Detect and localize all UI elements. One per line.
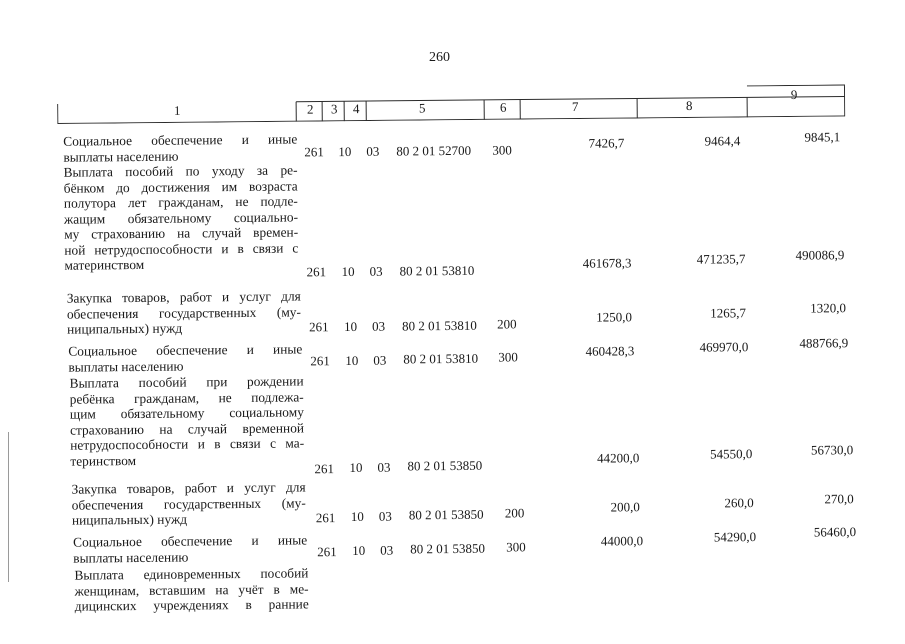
row-7-col-9: 56460,0 — [776, 524, 856, 541]
row-8-description — [74, 565, 308, 614]
row-1-line-2: выплаты населению — [63, 147, 297, 165]
row-2-col-2: 261 — [306, 264, 326, 280]
row-3-col-4: 03 — [372, 319, 385, 335]
row-5-col-5: 80 2 01 53850 — [407, 458, 482, 475]
row-6-col-8: 260,0 — [674, 495, 754, 512]
row-1-col-4: 03 — [366, 144, 379, 160]
row-3-col-3: 10 — [344, 319, 357, 335]
row-3-col-2: 261 — [309, 319, 329, 335]
row-2-col-5: 80 2 01 53810 — [399, 263, 474, 280]
header-col-3: 3 — [325, 101, 343, 117]
row-3-line-1: Закупка товаров, работ и услуг для — [67, 288, 301, 306]
row-5-col-9: 56730,0 — [773, 442, 853, 459]
row-3-col-8: 1265,7 — [666, 305, 746, 322]
row-6-line-2: обеспечения государственных (му- — [72, 495, 306, 513]
row-8-line-3: дицинских учреждениях в ранние — [75, 596, 309, 614]
row-3-line-3: ниципальных) нужд — [67, 319, 301, 337]
row-7-description — [73, 532, 307, 565]
row-2-line-3: полутора лет гражданам, не подле- — [64, 193, 298, 211]
row-5-line-3: щим обязательному социальному — [70, 404, 304, 422]
row-1-description — [63, 131, 297, 164]
row-4-col-2: 261 — [310, 353, 330, 369]
row-5-col-8: 54550,0 — [672, 446, 752, 463]
row-7-line-2: выплаты населению — [73, 548, 307, 566]
row-1-col-2: 261 — [304, 144, 324, 160]
row-7-col-5: 80 2 01 53850 — [410, 541, 485, 558]
row-8-line-1: Выплата единовременных пособий — [74, 565, 308, 583]
row-5-line-2: ребёнка гражданам, не подлежа- — [70, 389, 304, 407]
row-5-col-3: 10 — [349, 460, 362, 476]
row-4-col-9: 488766,9 — [768, 335, 848, 352]
row-4-col-6: 300 — [498, 349, 518, 365]
row-5-description — [70, 373, 305, 468]
row-6-col-9: 270,0 — [774, 491, 854, 508]
row-6-line-3: ниципальных) нужд — [72, 510, 306, 528]
row-6-col-3: 10 — [351, 509, 364, 525]
row-3-col-5: 80 2 01 53810 — [402, 318, 477, 335]
row-6-col-7: 200,0 — [560, 499, 640, 516]
header-col-7: 7 — [565, 99, 585, 115]
row-3-col-7: 1250,0 — [552, 309, 632, 326]
row-4-col-8: 469970,0 — [668, 339, 748, 356]
row-1-col-5: 80 2 01 52700 — [396, 143, 471, 160]
row-2-line-6: ной нетрудоспособности и в связи с — [64, 240, 298, 258]
row-6-description — [72, 479, 306, 528]
row-1-col-6: 300 — [492, 142, 512, 158]
row-3-col-6: 200 — [497, 316, 517, 332]
row-7-col-8: 54290,0 — [676, 529, 756, 546]
row-2-col-7: 461678,3 — [551, 255, 631, 272]
row-3-line-2: обеспечения государственных (му- — [67, 304, 301, 322]
row-7-col-4: 03 — [380, 543, 393, 559]
row-2-line-7: материнством — [64, 255, 298, 273]
row-7-col-3: 10 — [352, 543, 365, 559]
header-col-6: 6 — [493, 100, 513, 116]
row-5-line-5: нетрудоспособности и в связи с ма- — [70, 435, 304, 453]
row-5-line-6: теринством — [70, 451, 304, 469]
row-1-col-3: 10 — [338, 144, 351, 160]
row-2-line-5: му страхованию на случай времен- — [64, 224, 298, 242]
row-7-col-6: 300 — [506, 539, 526, 555]
row-1-col-8: 9464,4 — [660, 133, 740, 150]
row-1-col-9: 9845,1 — [760, 129, 840, 146]
row-4-col-4: 03 — [373, 353, 386, 369]
row-6-col-5: 80 2 01 53850 — [409, 507, 484, 524]
row-1-col-7: 7426,7 — [544, 135, 624, 152]
row-2-col-4: 03 — [369, 264, 382, 280]
row-7-col-7: 44000,0 — [563, 533, 643, 550]
row-4-col-3: 10 — [345, 353, 358, 369]
row-6-col-6: 200 — [505, 505, 525, 521]
row-7-col-2: 261 — [317, 544, 337, 560]
row-2-line-2: бёнком до достижения им возраста — [64, 178, 298, 196]
row-8-line-2: женщинам, вставшим на учёт в ме- — [75, 581, 309, 599]
row-4-col-5: 80 2 01 53810 — [403, 351, 478, 368]
page-number: 260 — [429, 50, 450, 66]
row-5-line-1: Выплата пособий при рождении — [70, 373, 304, 391]
row-2-col-8: 471235,7 — [665, 251, 745, 268]
row-5-col-2: 261 — [314, 461, 334, 477]
header-col-2: 2 — [301, 101, 319, 117]
row-4-line-2: выплаты населению — [68, 357, 302, 375]
row-3-description — [67, 288, 301, 337]
row-2-col-9: 490086,9 — [764, 247, 844, 264]
row-4-col-7: 460428,3 — [554, 343, 634, 360]
row-6-col-4: 03 — [379, 509, 392, 525]
header-col-9: 9 — [784, 87, 804, 103]
row-5-col-4: 03 — [377, 460, 390, 476]
header-col-1: 1 — [162, 103, 192, 119]
row-4-line-1: Социальное обеспечение и иные — [68, 341, 302, 359]
header-col-8: 8 — [679, 98, 699, 114]
row-2-description — [63, 162, 298, 273]
row-1-line-1: Социальное обеспечение и иные — [63, 131, 297, 149]
row-5-col-7: 44200,0 — [559, 450, 639, 467]
row-5-line-4: страхованию на случай временной — [70, 420, 304, 438]
row-4-description — [68, 341, 302, 374]
row-2-line-4: жащим обязательному социально- — [64, 209, 298, 227]
header-col-4: 4 — [347, 101, 365, 117]
row-3-col-9: 1320,0 — [766, 300, 846, 317]
row-2-line-1: Выплата пособий по уходу за ре- — [63, 162, 297, 180]
row-6-line-1: Закупка товаров, работ и услуг для — [72, 479, 306, 497]
row-7-line-1: Социальное обеспечение и иные — [73, 532, 307, 550]
header-col-5: 5 — [412, 100, 432, 116]
row-6-col-2: 261 — [316, 510, 336, 526]
row-2-col-3: 10 — [341, 264, 354, 280]
